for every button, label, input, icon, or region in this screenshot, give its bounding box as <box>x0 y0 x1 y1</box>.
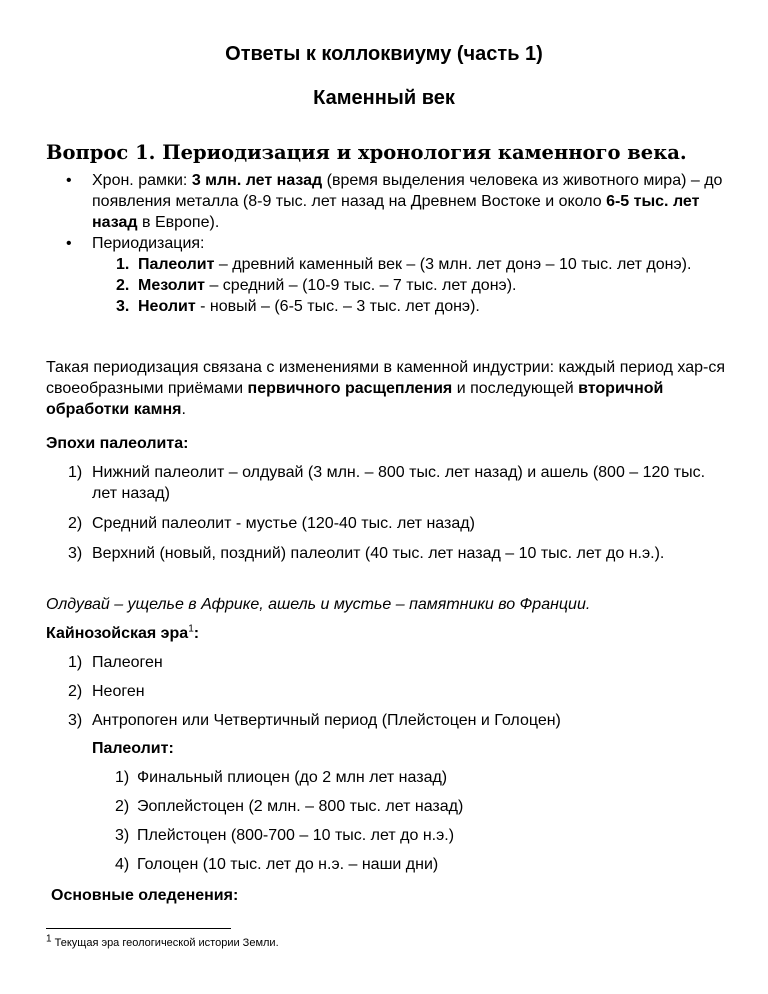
bold-span: 3 млн. лет назад <box>191 172 323 189</box>
list-number: 4) <box>115 856 130 873</box>
list-item <box>92 254 726 275</box>
list-item <box>115 854 726 875</box>
text-span: и последующей <box>452 380 579 397</box>
epoch-list <box>68 462 726 564</box>
text-span: . <box>181 401 186 418</box>
list-text: Голоцен (10 тыс. лет до н.э. – наши дни) <box>137 856 439 873</box>
list-item <box>92 275 726 296</box>
bold-span: 6-5 тыс. лет назад <box>92 193 700 231</box>
text-span: (время выделения человека из животного мира) – до появления металла (8-9 тыс. лет назад на Древнем Востоке и около <box>92 172 723 210</box>
bullet-dot-icon: • <box>66 235 72 252</box>
list-number: 2) <box>68 515 83 532</box>
list-text: Средний палеолит - мустье (120-40 тыс. лет назад) <box>92 515 475 532</box>
page-subtitle: Каменный век <box>313 87 455 109</box>
period-name: Палеолит <box>138 256 215 273</box>
list-item <box>68 543 726 564</box>
section-title <box>46 623 199 644</box>
section-title <box>92 738 174 759</box>
list-text: Палеоген <box>92 654 163 671</box>
period-name: Мезолит <box>138 277 205 294</box>
section-title <box>51 885 238 906</box>
list-item <box>115 767 726 788</box>
list-text: Верхний (новый, поздний) палеолит (40 тыс. лет назад – 10 тыс. лет до н.э.). <box>92 545 665 562</box>
list-item <box>115 796 726 817</box>
paleolith-list <box>115 767 726 875</box>
list-text: Финальный плиоцен (до 2 млн лет назад) <box>137 769 448 786</box>
period-desc: - новый – (6-5 тыс. – 3 тыс. лет донэ). <box>195 298 480 315</box>
list-number: 1) <box>115 769 130 786</box>
bold-span: Эпохи палеолита: <box>46 435 189 452</box>
list-item <box>68 681 726 702</box>
list-number: 2) <box>68 683 83 700</box>
list-number: 3) <box>68 712 83 729</box>
text-span: Хрон. рамки: <box>92 172 192 189</box>
period-name: Неолит <box>138 298 196 315</box>
period-list <box>92 254 726 317</box>
text-span: Периодизация: <box>92 235 205 252</box>
list-number: 2. <box>116 277 130 294</box>
list-number: 1) <box>68 464 83 481</box>
footnote-mark: 1 <box>46 933 52 945</box>
period-desc: – средний – (10-9 тыс. – 7 тыс. лет донэ). <box>205 277 517 294</box>
text-span: Такая периодизация связана с изменениями в каменной индустрии: каждый период хар-ся своеобразными приёмами <box>46 359 726 397</box>
bold-span: Кайнозойская эра <box>46 625 189 642</box>
list-item <box>68 462 726 504</box>
list-text: Плейстоцен (800-700 – 10 тыс. лет до н.э.) <box>137 827 455 844</box>
paragraph <box>46 357 726 420</box>
list-item <box>46 233 726 317</box>
footnote <box>46 933 279 950</box>
list-number: 2) <box>115 798 130 815</box>
cenozoic-list <box>68 652 726 731</box>
question-heading: Вопрос 1. Периодизация и хронология каменного века. <box>46 141 687 164</box>
section-title <box>46 433 188 454</box>
bullet-list <box>46 170 726 317</box>
footnote-text: Текущая эра геологической истории Земли. <box>51 937 279 949</box>
period-desc: – древний каменный век – (3 млн. лет донэ – 10 тыс. лет донэ). <box>214 256 692 273</box>
list-item <box>68 710 726 731</box>
italic-span: Олдувай – ущелье в Африке, ашель и мустье – памятники во Франции. <box>46 596 591 613</box>
list-item <box>68 652 726 673</box>
bold-span: : <box>193 625 200 642</box>
list-number: 1. <box>116 256 130 273</box>
list-item <box>68 513 726 534</box>
bullet-dot-icon: • <box>66 172 72 189</box>
list-text: Антропоген или Четвертичный период (Плейстоцен и Голоцен) <box>92 712 561 729</box>
list-item <box>92 296 726 317</box>
page-title: Ответы к коллоквиуму (часть 1) <box>225 43 543 65</box>
list-item <box>115 825 726 846</box>
bold-span: Основные оледенения: <box>51 887 239 904</box>
list-text: Нижний палеолит – олдувай (3 млн. – 800 тыс. лет назад) и ашель (800 – 120 тыс. лет назад) <box>92 464 706 502</box>
list-number: 1) <box>68 654 83 671</box>
footnote-mark[interactable]: 1 <box>188 623 194 635</box>
text-span: в Европе). <box>137 214 220 231</box>
list-number: 3) <box>115 827 130 844</box>
list-number: 3. <box>116 298 130 315</box>
bold-span: вторичной обработки камня <box>46 380 664 418</box>
list-text: Эоплейстоцен (2 млн. – 800 тыс. лет назад) <box>137 798 464 815</box>
italic-note <box>46 594 590 615</box>
list-item <box>46 170 726 233</box>
bold-span: Палеолит: <box>92 740 174 757</box>
list-number: 3) <box>68 545 83 562</box>
bold-span: первичного расщепления <box>247 380 453 397</box>
list-text: Неоген <box>92 683 145 700</box>
footnote-separator <box>46 928 231 929</box>
